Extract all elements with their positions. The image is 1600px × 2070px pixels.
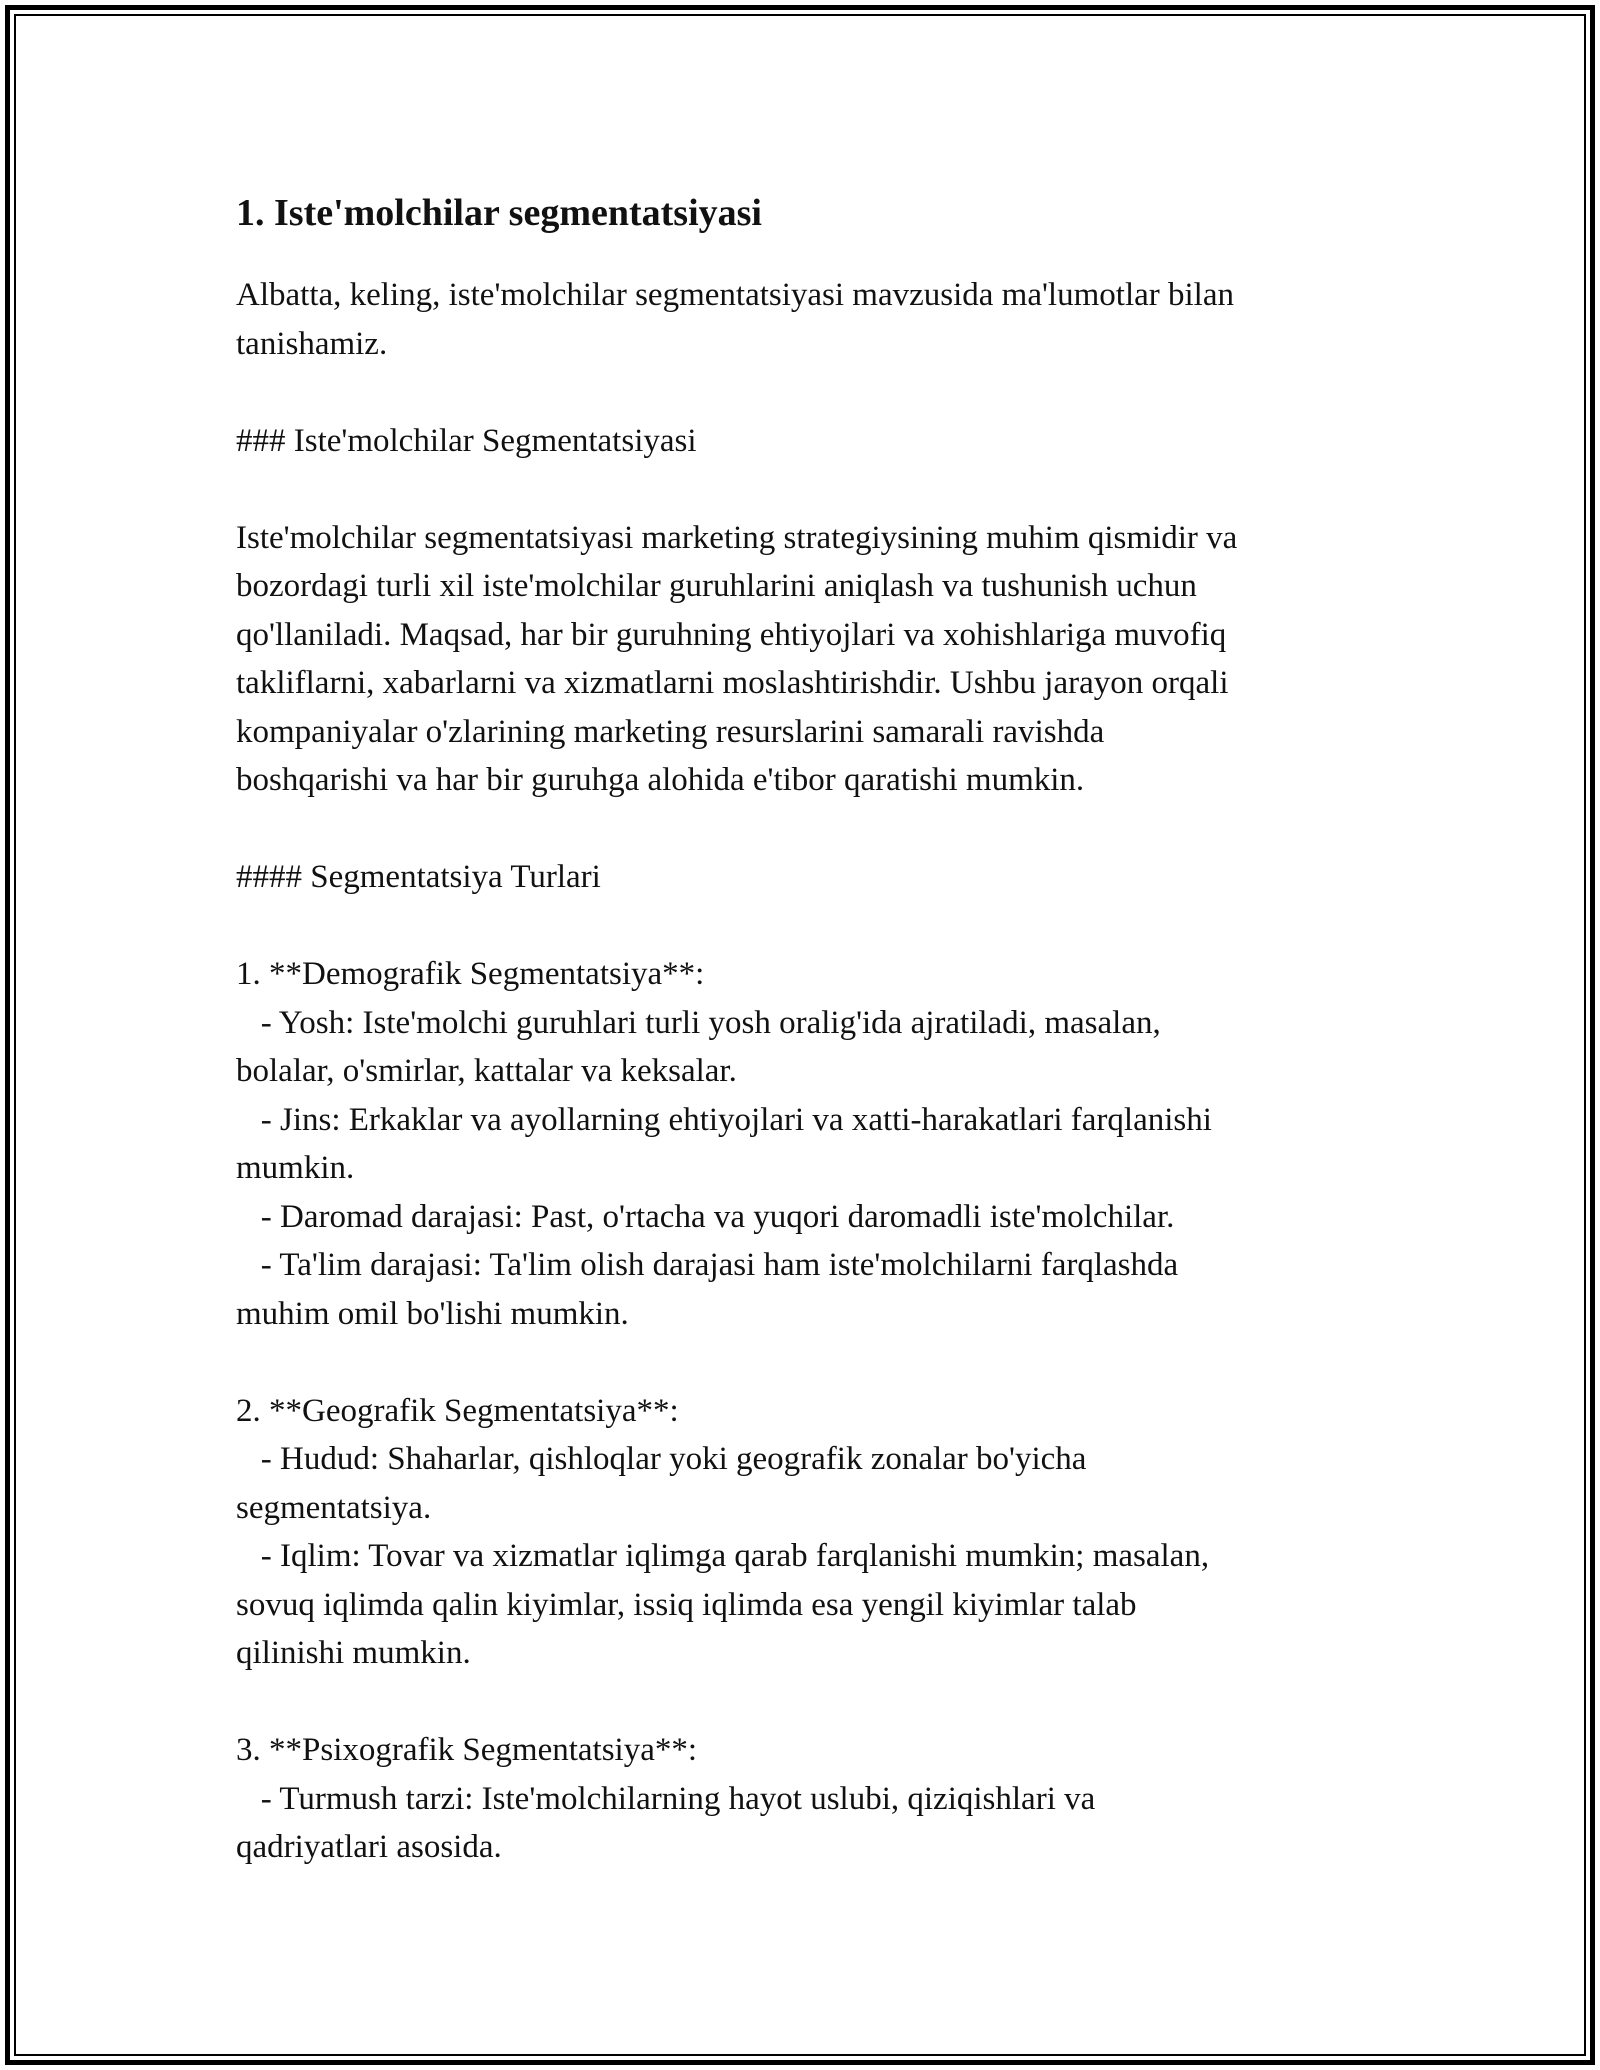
text-line: bozordagi turli xil iste'molchilar guruhlarini aniqlash va tushunish uchun (236, 568, 1197, 604)
document-title: 1. Iste'molchilar segmentatsiyasi (236, 192, 762, 234)
blank-line (236, 1338, 1366, 1387)
blank-line (236, 902, 1366, 951)
text-line: - Hudud: Shaharlar, qishloqlar yoki geografik zonalar bo'yicha (236, 1441, 1087, 1477)
text-line: qadriyatlari asosida. (236, 1829, 502, 1865)
text-line: takliflarni, xabarlarni va xizmatlarni moslashtirishdir. Ushbu jarayon orqali (236, 665, 1229, 701)
document-text (236, 271, 1366, 1872)
text-line: qo'llaniladi. Maqsad, har bir guruhning ehtiyojlari va xohishlariga muvofiq (236, 616, 1227, 653)
text-line: sovuq iqlimda qalin kiyimlar, issiq iqlimda esa yengil kiyimlar talab (236, 1586, 1137, 1623)
text-line: boshqarishi va har bir guruhga alohida e'tibor qaratishi mumkin. (236, 762, 1085, 798)
document-body (236, 185, 1366, 1872)
blank-line (236, 1678, 1366, 1727)
text-line: - Yosh: Iste'molchi guruhlari turli yosh oralig'ida ajratiladi, masalan, (236, 1004, 1161, 1041)
text-line: mumkin. (236, 1150, 355, 1186)
text-line: - Ta'lim darajasi: Ta'lim olish darajasi ham iste'molchilarni farqlashda (236, 1247, 1179, 1283)
text-line: #### Segmentatsiya Turlari (236, 859, 601, 895)
text-line: bolalar, o'smirlar, kattalar va keksalar. (236, 1053, 737, 1089)
text-line: Albatta, keling, iste'molchilar segmentatsiyasi mavzusida ma'lumotlar bilan (236, 277, 1234, 313)
text-line: tanishamiz. (236, 325, 388, 362)
blank-line (236, 368, 1366, 417)
text-line: segmentatsiya. (236, 1489, 432, 1526)
text-line: Iste'molchilar segmentatsiyasi marketing strategiysining muhim qismidir va (236, 519, 1238, 556)
text-line: - Iqlim: Tovar va xizmatlar iqlimga qarab farqlanishi mumkin; masalan, (236, 1538, 1210, 1574)
text-line: muhim omil bo'lishi mumkin. (236, 1295, 629, 1332)
text-line: 1. **Demografik Segmentatsiya**: (236, 956, 705, 992)
text-line: 2. **Geografik Segmentatsiya**: (236, 1392, 679, 1429)
text-line: - Daromad darajasi: Past, o'rtacha va yuqori daromadli iste'molchilar. (236, 1198, 1175, 1235)
text-line: 3. **Psixografik Segmentatsiya**: (236, 1732, 698, 1768)
text-line: ### Iste'molchilar Segmentatsiyasi (236, 422, 697, 459)
text-line: - Turmush tarzi: Iste'molchilarning hayot uslubi, qiziqishlari va (236, 1780, 1096, 1817)
blank-line (236, 805, 1366, 854)
blank-line (236, 465, 1366, 514)
text-line: qilinishi mumkin. (236, 1635, 471, 1671)
text-line: kompaniyalar o'zlarining marketing resurslarini samarali ravishda (236, 713, 1105, 750)
text-line: - Jins: Erkaklar va ayollarning ehtiyojlari va xatti-harakatlari farqlanishi (236, 1101, 1212, 1138)
